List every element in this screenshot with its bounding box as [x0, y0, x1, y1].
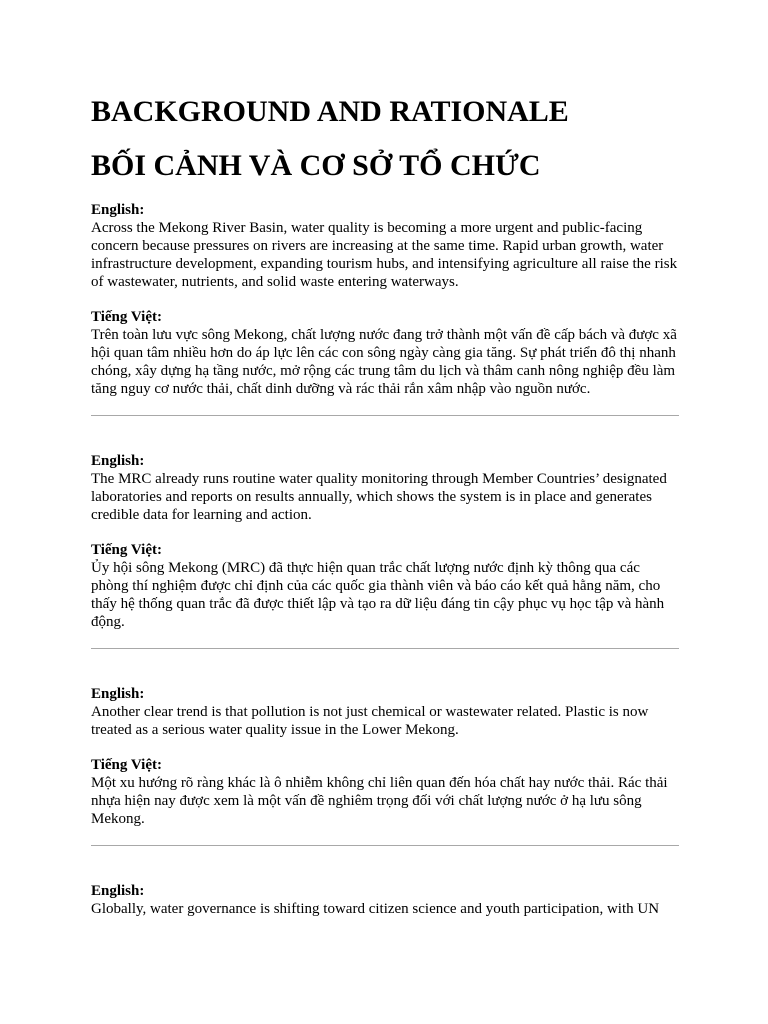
title-english: BACKGROUND AND RATIONALE [91, 95, 569, 128]
section-divider [91, 845, 679, 846]
vietnamese-label: Tiếng Việt: [91, 542, 162, 558]
section-divider [91, 415, 679, 416]
vietnamese-paragraph: Trên toàn lưu vực sông Mekong, chất lượng nước đang trở thành một vấn đề cấp bách và được xã hội quan tâm nhiều hơn do áp lực lên các con sông ngày càng gia tăng. Sự phát triển đô thị nhanh chóng, xây dựng hạ tầng nước, mở rộng các trung tâm du lịch và thâm canh nông nghiệp đều làm tăng nguy cơ nước thải, chất dinh dưỡng và rác thải rắn xâm nhập vào nguồn nước. [91, 327, 677, 397]
english-label: English: [91, 883, 145, 899]
vietnamese-label: Tiếng Việt: [91, 309, 162, 325]
english-label: English: [91, 453, 145, 469]
vietnamese-paragraph: Ủy hội sông Mekong (MRC) đã thực hiện quan trắc chất lượng nước định kỳ thông qua các phòng thí nghiệm được chỉ định của các quốc gia thành viên và báo cáo kết quả hằng năm, cho thấy hệ thống quan trắc đã được thiết lập và tạo ra dữ liệu đáng tin cậy phục vụ học tập và hành động. [91, 560, 665, 630]
english-paragraph: Across the Mekong River Basin, water quality is becoming a more urgent and public-facing concern because pressures on rivers are increasing at the same time. Rapid urban growth, water infrastructure development, expanding tourism hubs, and intensifying agriculture all raise the risk of wastewater, nutrients, and solid waste entering waterways. [91, 220, 678, 290]
title-vietnamese: BỐI CẢNH VÀ CƠ SỞ TỔ CHỨC [91, 149, 541, 182]
vietnamese-paragraph: Một xu hướng rõ ràng khác là ô nhiễm không chỉ liên quan đến hóa chất hay nước thải. Rác thải nhựa hiện nay được xem là một vấn đề nghiêm trọng đối với chất lượng nước ở hạ lưu sông Mekong. [91, 775, 668, 827]
english-label: English: [91, 686, 145, 702]
section-2 [91, 452, 679, 649]
english-paragraph: Another clear trend is that pollution is not just chemical or wastewater related. Plastic is now treated as a serious water quality issue in the Lower Mekong. [91, 704, 649, 738]
section-divider [91, 648, 679, 649]
section-3 [91, 685, 679, 846]
english-label: English: [91, 202, 145, 218]
sections-container [91, 201, 679, 918]
english-paragraph: The MRC already runs routine water quality monitoring through Member Countries’ designated laboratories and reports on results annually, which shows the system is in place and generates credible data for learning and action. [91, 471, 667, 523]
section-4 [91, 882, 679, 918]
section-1 [91, 201, 679, 416]
vietnamese-label: Tiếng Việt: [91, 757, 162, 773]
english-paragraph: Globally, water governance is shifting toward citizen science and youth participation, with UN [91, 901, 660, 917]
